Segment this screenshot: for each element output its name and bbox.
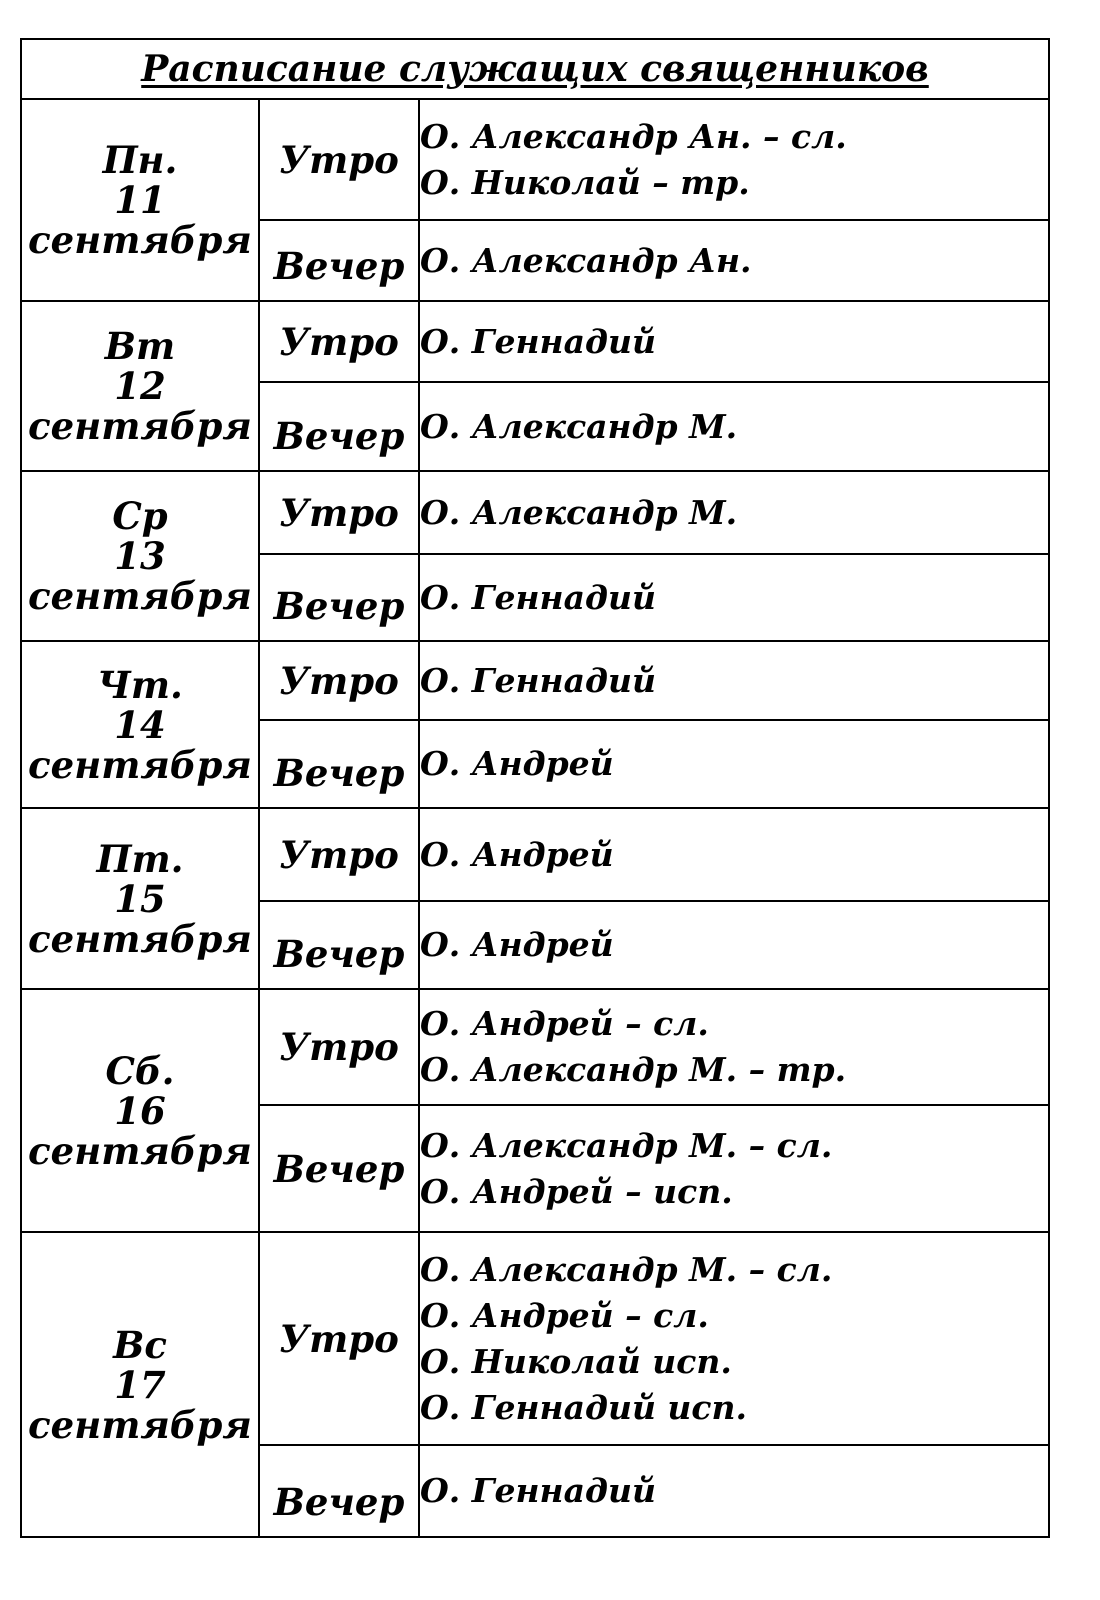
priest-entry: О. Андрей – исп. [420, 1171, 733, 1211]
priest-entry: О. Александр Ан. – сл. [420, 116, 847, 156]
day-row-morning [21, 99, 1049, 220]
priest-entry: О. Андрей [420, 834, 614, 874]
morning-priests [419, 989, 1049, 1105]
month-label: сентября [28, 1128, 252, 1173]
title-row [21, 39, 1049, 99]
priest-entry: О. Александр М. – сл. [420, 1249, 833, 1289]
weekday-label: Ср [112, 494, 168, 538]
priest-entry: О. Андрей – сл. [420, 1295, 709, 1335]
morning-priests [419, 99, 1049, 220]
evening-priests [419, 1445, 1049, 1537]
priest-entry: О. Геннадий [420, 577, 656, 617]
day-row-morning [21, 641, 1049, 720]
evening-priests [419, 382, 1049, 471]
evening-priests [419, 1105, 1049, 1232]
date-label: 13 [114, 534, 166, 578]
priest-entry: О. Андрей – сл. [420, 1004, 709, 1043]
evening-priests [419, 554, 1049, 641]
period-morning-label: Утро [259, 989, 419, 1105]
day-row-morning [21, 471, 1049, 554]
weekday-label: Чт. [97, 662, 183, 707]
priest-entry: О. Андрей [420, 925, 614, 964]
priest-entry: О. Александр М. – тр. [420, 1050, 847, 1089]
priest-entry: О. Геннадий [420, 321, 656, 361]
day-row-morning [21, 1232, 1049, 1445]
month-label: сентября [28, 1402, 252, 1447]
date-label: 16 [114, 1088, 166, 1133]
period-evening-label: Вечер [259, 382, 419, 471]
priest-entry: О. Геннадий исп. [420, 1387, 747, 1427]
priest-entry: О. Николай исп. [420, 1341, 732, 1381]
priest-entry: О. Александр М. [420, 492, 738, 532]
date-label: 12 [114, 364, 166, 408]
morning-priests [419, 1232, 1049, 1445]
day-row-morning [21, 989, 1049, 1105]
evening-priests [419, 901, 1049, 989]
evening-priests [419, 220, 1049, 301]
period-morning-label: Утро [259, 301, 419, 382]
schedule-title [21, 39, 1049, 99]
period-morning-label: Утро [259, 808, 419, 901]
morning-priests [419, 471, 1049, 554]
day-cell [21, 989, 259, 1232]
month-label: сентября [28, 404, 252, 448]
day-cell [21, 1232, 259, 1537]
date-label: 14 [114, 702, 166, 747]
day-cell [21, 471, 259, 641]
day-cell [21, 99, 259, 301]
priest-entry: О. Александр М. [420, 406, 738, 446]
weekday-label: Пт. [96, 836, 184, 881]
period-morning-label: Утро [259, 641, 419, 720]
morning-priests [419, 641, 1049, 720]
day-row-morning [21, 301, 1049, 382]
schedule-title-text: Расписание служащих священников [141, 48, 929, 90]
priest-entry: О. Николай – тр. [420, 162, 750, 202]
priest-entry: О. Александр Ан. [420, 240, 752, 280]
priest-entry: О. Геннадий [420, 1471, 656, 1510]
date-label: 15 [114, 876, 166, 921]
priest-entry: О. Геннадий [420, 660, 656, 700]
day-cell [21, 641, 259, 808]
weekday-label: Вс [113, 1322, 167, 1367]
schedule-table [20, 38, 1050, 1538]
priest-entry: О. Александр М. – сл. [420, 1125, 833, 1165]
date-label: 11 [114, 178, 166, 222]
morning-priests [419, 808, 1049, 901]
month-label: сентября [28, 916, 252, 961]
priest-entry: О. Андрей [420, 744, 614, 783]
period-evening-label: Вечер [259, 901, 419, 989]
morning-priests [419, 301, 1049, 382]
weekday-label: Вт [104, 324, 176, 368]
period-evening-label: Вечер [259, 1445, 419, 1537]
period-evening-label: Вечер [259, 720, 419, 808]
day-row-morning [21, 808, 1049, 901]
weekday-label: Сб. [105, 1048, 175, 1093]
period-evening-label: Вечер [259, 554, 419, 641]
period-morning-label: Утро [259, 471, 419, 554]
period-evening-label: Вечер [259, 1105, 419, 1232]
month-label: сентября [28, 218, 252, 262]
period-evening-label: Вечер [259, 220, 419, 301]
date-label: 17 [114, 1362, 166, 1407]
month-label: сентября [28, 742, 252, 787]
evening-priests [419, 720, 1049, 808]
period-morning-label: Утро [259, 1232, 419, 1445]
weekday-label: Пн. [102, 138, 178, 182]
day-cell [21, 808, 259, 989]
month-label: сентября [28, 574, 252, 618]
period-morning-label: Утро [259, 99, 419, 220]
day-cell [21, 301, 259, 471]
